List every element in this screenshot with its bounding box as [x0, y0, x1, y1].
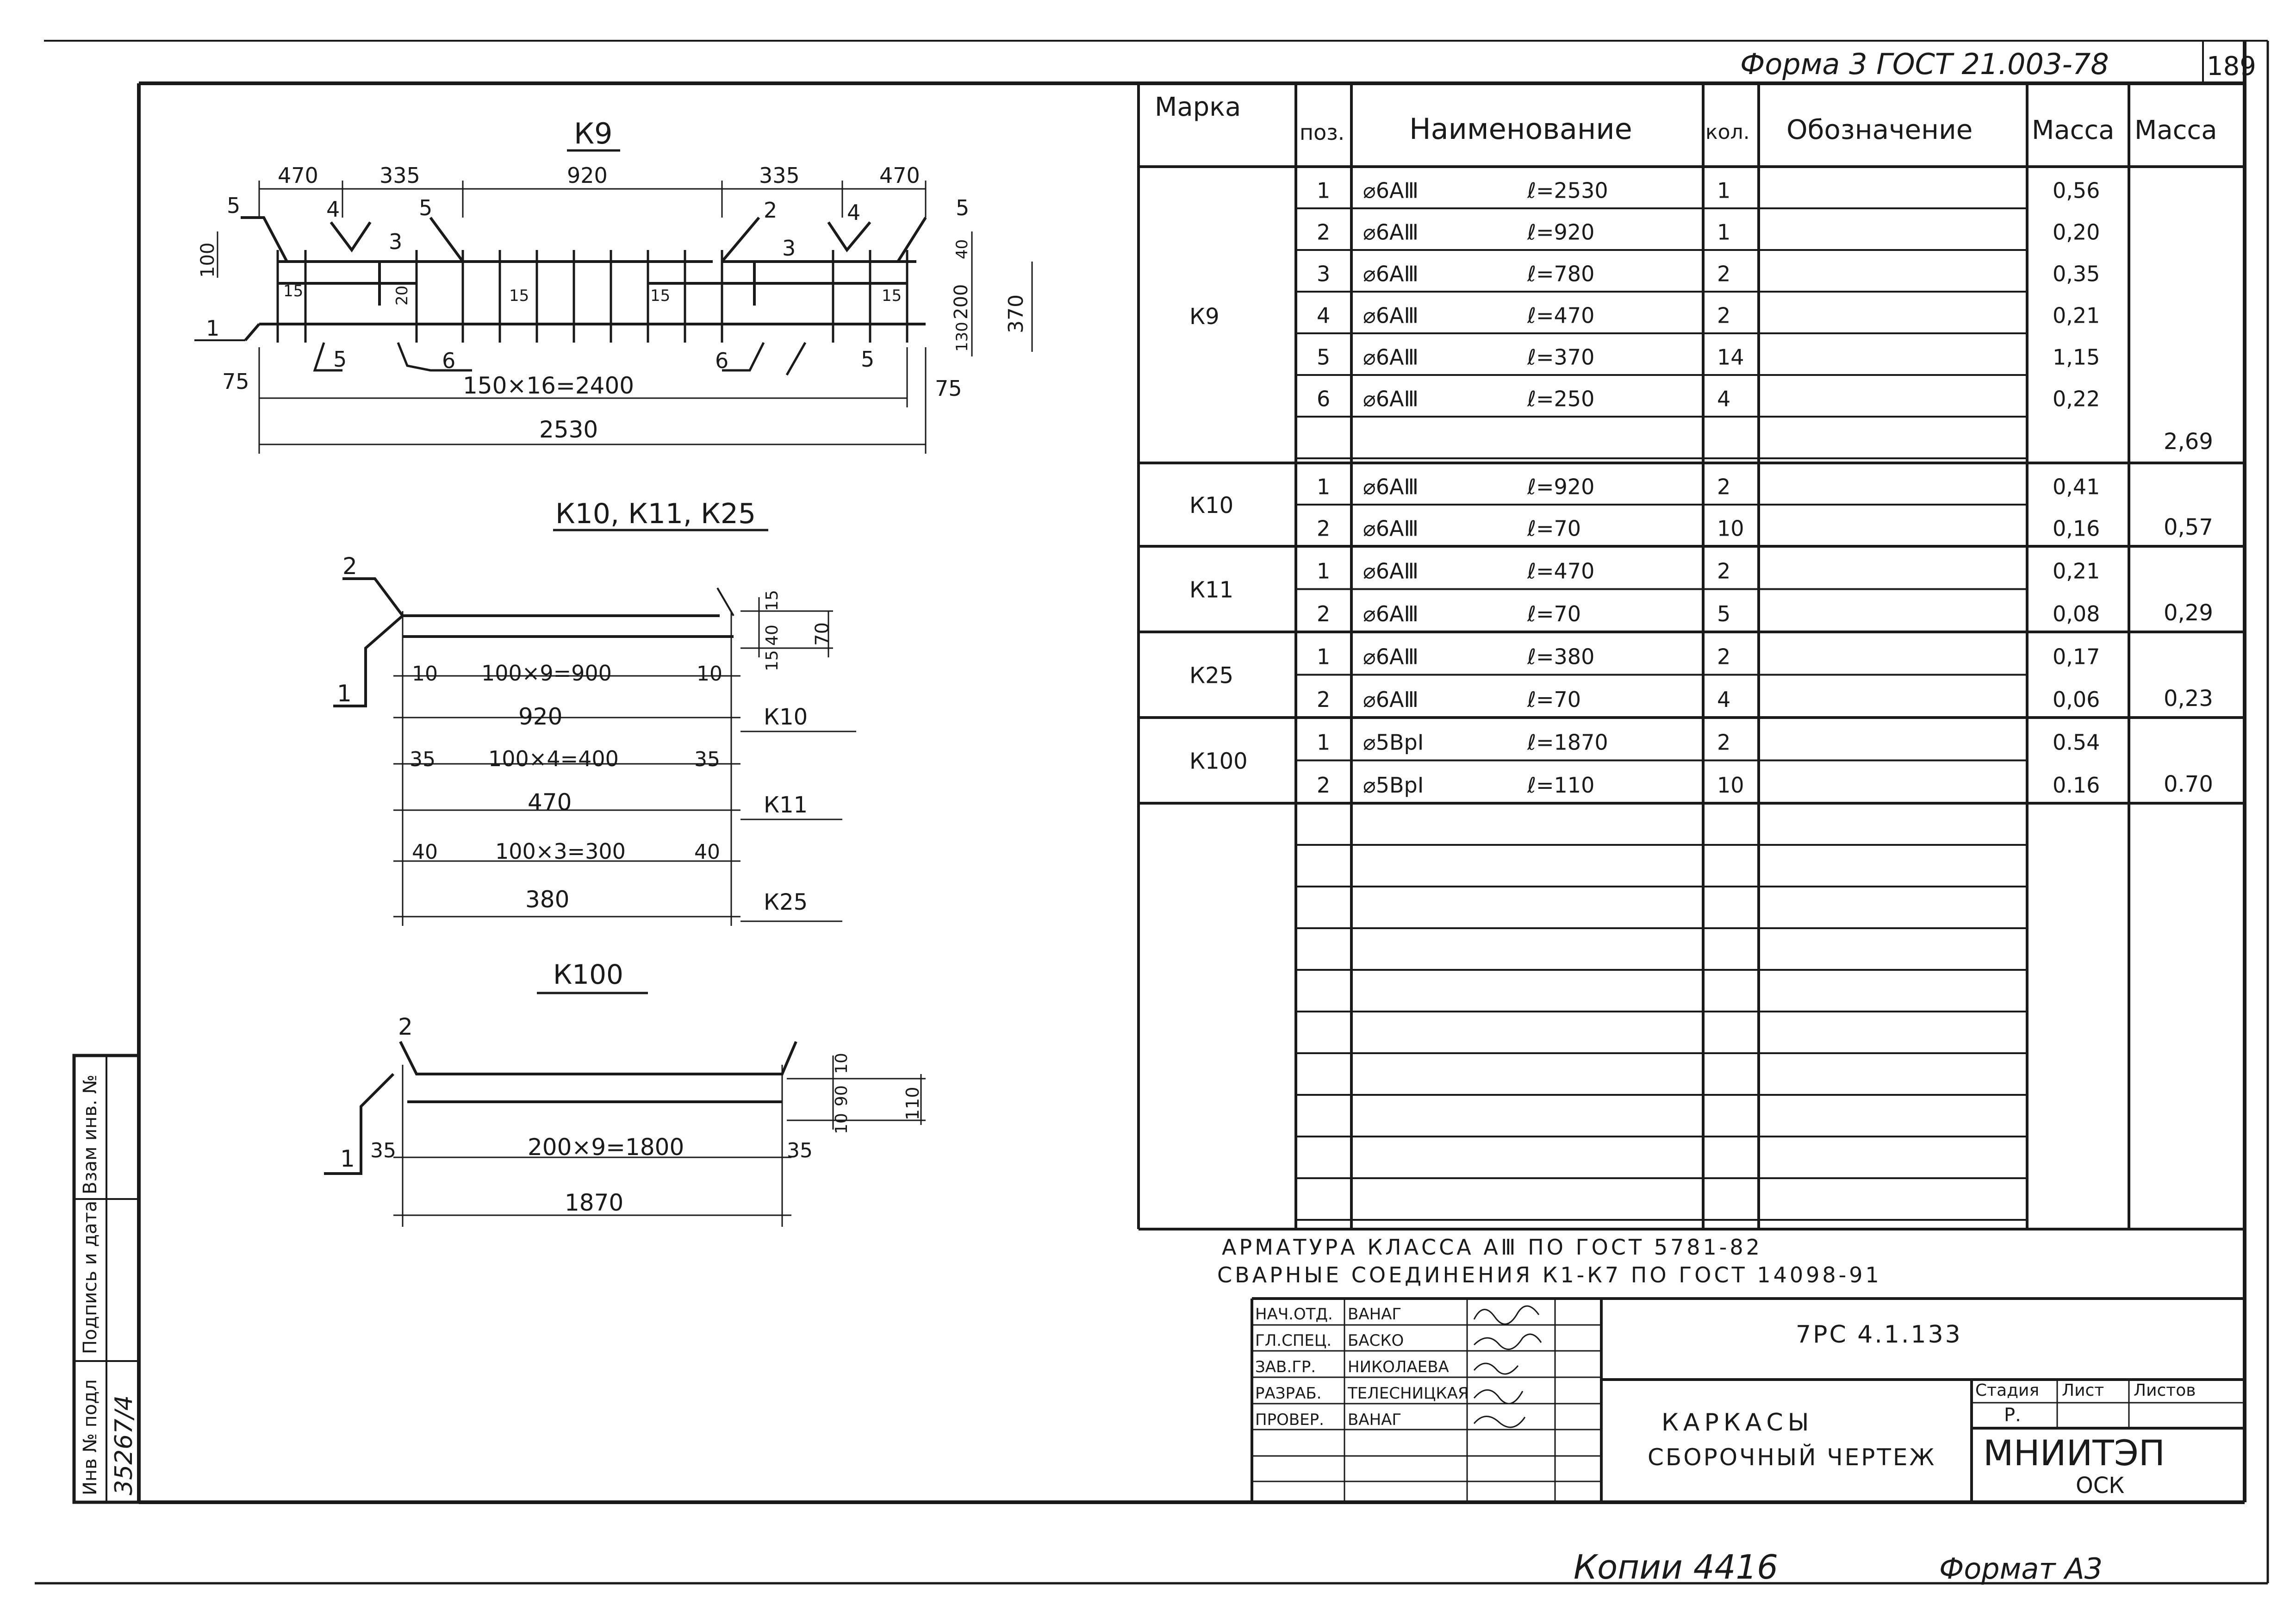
k9-pos-5-bl: 5	[333, 347, 347, 372]
row-qty: 4	[1717, 386, 1731, 412]
k9-dim-200: 200	[951, 284, 972, 319]
row-pos: 3	[1317, 261, 1331, 287]
stage-label: Стадия	[1975, 1381, 2040, 1400]
header-pos: поз.	[1300, 120, 1345, 145]
group-mark: К100	[1189, 748, 1248, 775]
title-line-2: СБОРОЧНЫЙ ЧЕРТЕЖ	[1648, 1444, 1936, 1471]
k9-pos-6-l: 6	[442, 348, 456, 373]
row-pos: 4	[1317, 303, 1331, 328]
k10-dim-15-bot: 15	[763, 650, 782, 671]
k10-row1-spacing: 100×9=900	[481, 661, 612, 686]
row-qty: 10	[1717, 516, 1744, 541]
row-name: ⌀6АⅢ	[1363, 303, 1419, 328]
stage-value: Р.	[2004, 1405, 2021, 1426]
header-marka: Марка	[1155, 92, 1241, 122]
title-line-1: КАРКАСЫ	[1661, 1409, 1814, 1437]
k9-dim-15-b: 15	[509, 287, 529, 305]
row-name: ⌀6АⅢ	[1363, 386, 1419, 412]
row-length: ℓ=780	[1527, 261, 1595, 287]
spec-table	[1139, 0, 2245, 1229]
row-length: ℓ=70	[1527, 687, 1581, 712]
k9-dim-370: 370	[1004, 294, 1028, 333]
sheet-label: Лист	[2062, 1381, 2104, 1400]
k10-dim-15-top: 15	[763, 590, 782, 611]
row-length: ℓ=250	[1527, 386, 1595, 412]
row-pos: 1	[1317, 474, 1331, 500]
staff-role: ГЛ.СПЕЦ.	[1255, 1331, 1332, 1350]
k100-left: 35	[370, 1139, 396, 1162]
k11-row2-left: 35	[410, 748, 436, 771]
org-sub: ОСК	[2076, 1473, 2125, 1499]
staff-role: ПРОВЕР.	[1255, 1411, 1324, 1429]
k100-pos-2: 2	[398, 1013, 413, 1040]
group-total-mass: 0.70	[2164, 771, 2213, 797]
note-1: АРМАТУРА КЛАССА АⅢ ПО ГОСТ 5781-82	[1222, 1235, 1762, 1260]
group-mark: К9	[1189, 304, 1220, 330]
k9-dim-470-left: 470	[278, 163, 318, 188]
sheet-number: 189	[2207, 51, 2256, 81]
k9-title: К9	[574, 117, 613, 150]
row-pos: 1	[1317, 178, 1331, 203]
k10-row1-mark: К10	[764, 704, 808, 730]
side-label-inv: Инв № подл	[80, 1379, 101, 1495]
row-mass: 0.16	[2053, 772, 2100, 798]
k10-pos-1: 1	[337, 680, 352, 707]
row-length: ℓ=110	[1527, 772, 1595, 798]
k100-title: К100	[553, 959, 623, 990]
row-qty: 2	[1717, 644, 1731, 669]
group-mark: К25	[1189, 662, 1234, 689]
row-mass: 1,15	[2053, 344, 2100, 370]
header-designation: Обозначение	[1786, 114, 1973, 145]
k9-dim-920: 920	[567, 163, 608, 188]
k100-dim-10-bot: 10	[832, 1113, 851, 1134]
header-mass-total: Масса	[2134, 115, 2217, 145]
signatures	[1474, 1306, 1541, 1427]
k100-spacing: 200×9=1800	[528, 1134, 684, 1161]
k25-row3-left: 40	[412, 840, 438, 864]
row-qty: 2	[1717, 558, 1731, 584]
row-mass: 0,06	[2053, 687, 2100, 712]
staff-role: ЗАВ.ГР.	[1255, 1358, 1316, 1376]
k25-row3-spacing: 100×3=300	[495, 839, 626, 864]
k9-dim-40: 40	[953, 239, 971, 259]
k9-pos-5-tr: 5	[956, 195, 970, 220]
k100-dim-10-top: 10	[832, 1053, 851, 1074]
row-pos: 6	[1317, 386, 1331, 412]
row-qty: 10	[1717, 772, 1744, 798]
k100-dim-90: 90	[832, 1085, 851, 1106]
row-length: ℓ=380	[1527, 644, 1595, 669]
row-length: ℓ=920	[1527, 219, 1595, 245]
row-name: ⌀6АⅢ	[1363, 178, 1419, 203]
k9-pos-3-l: 3	[389, 229, 403, 254]
row-name: ⌀6АⅢ	[1363, 344, 1419, 370]
row-length: ℓ=70	[1527, 601, 1581, 626]
staff-name: ВАНАГ	[1348, 1305, 1402, 1324]
k11-row2-spacing: 100×4=400	[488, 746, 619, 771]
group-total-mass: 0,23	[2164, 686, 2213, 712]
k9-total: 2530	[539, 416, 598, 443]
k9-spacing: 150×16=2400	[463, 372, 635, 399]
footer	[1574, 1548, 2103, 1587]
k11-row2-right: 35	[694, 748, 720, 771]
row-qty: 2	[1717, 474, 1731, 500]
row-length: ℓ=70	[1527, 516, 1581, 541]
row-mass: 0,08	[2053, 601, 2100, 626]
k9-dim-335-left: 335	[380, 163, 420, 188]
k9-pos-6-r: 6	[715, 348, 729, 373]
row-qty: 5	[1717, 601, 1731, 626]
row-pos: 1	[1317, 644, 1331, 669]
note-2: СВАРНЫЕ СОЕДИНЕНИЯ К1-К7 ПО ГОСТ 14098-91	[1217, 1262, 1882, 1287]
staff-name: НИКОЛАЕВА	[1348, 1358, 1449, 1376]
row-pos: 5	[1317, 344, 1331, 370]
k100-right: 35	[787, 1139, 813, 1162]
row-name: ⌀6АⅢ	[1363, 261, 1419, 287]
k10-pos-2: 2	[342, 553, 357, 580]
row-mass: 0,17	[2053, 644, 2100, 669]
k9-end-right: 75	[935, 376, 962, 401]
row-mass: 0,22	[2053, 386, 2100, 412]
k9-pos-5-br: 5	[861, 347, 875, 372]
k9-pos-4-tl: 4	[326, 197, 340, 222]
form-label: Форма 3 ГОСТ 21.003-78	[1740, 47, 2109, 81]
drawing-k100	[324, 959, 926, 1227]
sheet-frame	[35, 41, 2268, 1583]
k25-row3-mark: К25	[764, 889, 808, 915]
row-length: ℓ=2530	[1527, 178, 1608, 203]
staff-name: ВАНАГ	[1348, 1411, 1402, 1429]
group-total-mass: 0,29	[2164, 600, 2213, 626]
staff-name: БАСКО	[1348, 1331, 1404, 1350]
k9-pos-1: 1	[206, 316, 220, 341]
k100-dim-110: 110	[902, 1087, 923, 1120]
title-block	[1252, 1299, 2245, 1502]
k10-row1-total: 920	[518, 703, 563, 730]
row-mass: 0,21	[2053, 303, 2100, 328]
handwritten-copies: Копии 4416	[1574, 1548, 1778, 1587]
row-qty: 2	[1717, 261, 1731, 287]
row-pos: 2	[1317, 516, 1331, 541]
notes	[1217, 1235, 1882, 1287]
org-name: МНИИТЭП	[1983, 1432, 2165, 1474]
row-name: ⌀5ВрI	[1363, 772, 1424, 798]
doc-code: 7РС 4.1.133	[1796, 1321, 1962, 1349]
k9-end-left: 75	[222, 369, 249, 394]
row-length: ℓ=1870	[1527, 730, 1608, 755]
row-pos: 2	[1317, 219, 1331, 245]
row-mass: 0,21	[2053, 558, 2100, 584]
row-name: ⌀6АⅢ	[1363, 219, 1419, 245]
row-mass: 0,16	[2053, 516, 2100, 541]
group-total-mass: 2,69	[2164, 429, 2213, 455]
k10-row1-right: 10	[697, 662, 722, 686]
row-qty: 1	[1717, 178, 1731, 203]
row-pos: 2	[1317, 687, 1331, 712]
format-label: Формат А3	[1939, 1552, 2103, 1586]
row-length: ℓ=470	[1527, 303, 1595, 328]
row-mass: 0,35	[2053, 261, 2100, 287]
k9-pos-2: 2	[764, 198, 778, 223]
row-pos: 1	[1317, 730, 1331, 755]
k9-dim-15-a: 15	[283, 282, 304, 300]
row-qty: 4	[1717, 687, 1731, 712]
staff-name: ТЕЛЕСНИЦКАЯ	[1348, 1384, 1469, 1403]
k9-dim-470-right: 470	[879, 163, 920, 188]
k9-dim-15-d: 15	[882, 287, 902, 305]
k9-pos-5-tl: 5	[227, 193, 241, 218]
row-length: ℓ=920	[1527, 474, 1595, 500]
side-label-replace: Взам инв. №	[80, 1074, 101, 1194]
k9-dim-335-right: 335	[759, 163, 800, 188]
k9-pos-4-tr: 4	[847, 200, 861, 225]
row-qty: 2	[1717, 303, 1731, 328]
row-qty: 2	[1717, 730, 1731, 755]
staff-role: НАЧ.ОТД.	[1255, 1305, 1333, 1324]
k9-dim-15-c: 15	[650, 287, 671, 305]
row-length: ℓ=370	[1527, 344, 1595, 370]
k100-pos-1: 1	[340, 1145, 355, 1172]
row-pos: 1	[1317, 558, 1331, 584]
row-pos: 2	[1317, 772, 1331, 798]
k100-total: 1870	[565, 1189, 624, 1216]
drawing-k9	[194, 117, 1032, 454]
k9-dim-20: 20	[393, 285, 411, 306]
row-name: ⌀5ВрI	[1363, 730, 1424, 755]
row-mass: 0,56	[2053, 178, 2100, 203]
group-total-mass: 0,57	[2164, 514, 2213, 540]
drawing-k10-k11-k25	[333, 498, 856, 926]
k11-row2-total: 470	[528, 789, 572, 816]
side-label-signature: Подпись и дата	[80, 1200, 101, 1354]
row-mass: 0,41	[2053, 474, 2100, 500]
staff-role: РАЗРАБ.	[1255, 1384, 1322, 1403]
k25-row3-right: 40	[694, 840, 720, 864]
header-qty: кол.	[1705, 120, 1750, 144]
side-inv-value: 35267/4	[110, 1395, 138, 1495]
row-name: ⌀6АⅢ	[1363, 601, 1419, 626]
group-mark: К10	[1189, 493, 1234, 518]
row-mass: 0.54	[2053, 730, 2100, 755]
header-mass: Масса	[2032, 115, 2115, 145]
k9-dim-130: 130	[953, 322, 971, 352]
row-name: ⌀6АⅢ	[1363, 558, 1419, 584]
k9-pos-3-r: 3	[782, 236, 796, 261]
k10-dim-70: 70	[812, 622, 833, 646]
k9-dim-100: 100	[197, 242, 218, 278]
row-name: ⌀6АⅢ	[1363, 687, 1419, 712]
group-mark: К11	[1189, 577, 1234, 603]
row-name: ⌀6АⅢ	[1363, 516, 1419, 541]
sheet-header	[1740, 47, 2256, 81]
k9-pos-5-tm: 5	[419, 195, 433, 220]
k10-title: К10, К11, К25	[555, 498, 756, 530]
row-pos: 2	[1317, 601, 1331, 626]
k10-dim-40: 40	[763, 625, 782, 646]
k11-row2-mark: К11	[764, 792, 808, 818]
header-name: Наименование	[1409, 112, 1632, 146]
row-name: ⌀6АⅢ	[1363, 644, 1419, 669]
k10-row1-left: 10	[412, 662, 438, 686]
row-name: ⌀6АⅢ	[1363, 474, 1419, 500]
row-qty: 1	[1717, 219, 1731, 245]
sheets-label: Листов	[2134, 1381, 2196, 1400]
row-qty: 14	[1717, 344, 1744, 370]
row-length: ℓ=470	[1527, 558, 1595, 584]
row-mass: 0,20	[2053, 219, 2100, 245]
k25-row3-total: 380	[525, 886, 570, 913]
